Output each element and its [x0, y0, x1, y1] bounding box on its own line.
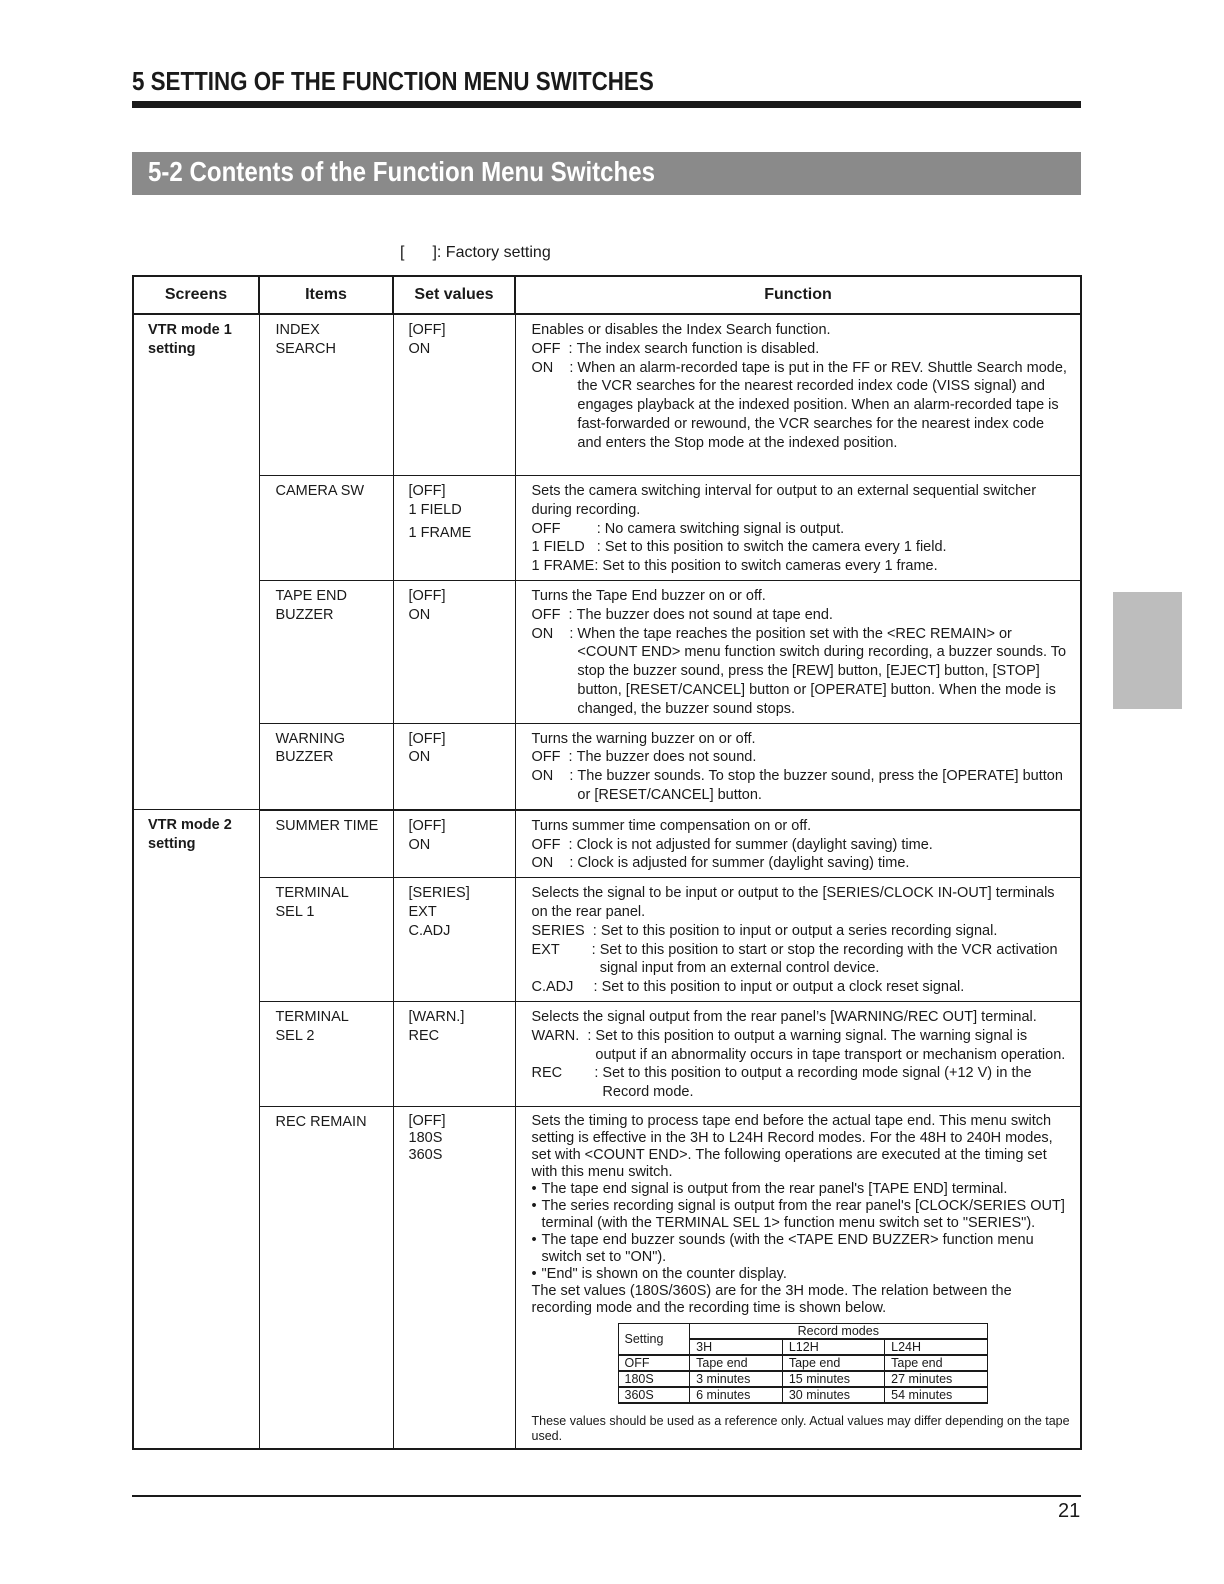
section-title: 5-2 Contents of the Function Menu Switches [148, 156, 656, 187]
values-cell [393, 723, 515, 810]
screen-cell-vtr-mode-2 [133, 810, 259, 1449]
item-cell [259, 1001, 393, 1106]
value-option: ON [408, 606, 431, 623]
table-row [133, 723, 1081, 810]
function-entry: ON : The buzzer sounds. To stop the buzzer sound, press the [OPERATE] button or [RESET/CANCEL] button. [531, 768, 1063, 803]
table-header-row [133, 276, 1081, 314]
function-intro: Sets the timing to process tape end before the actual tape end. This menu switch setting is effective in the 3H to L24H Record modes. For the 48H to 240H modes, set with <COUNT END>. The following operations are executed at the timing set with this menu switch. [531, 1112, 1053, 1180]
screen-label: VTR mode 1 [148, 322, 232, 338]
sub-header-mode: L12H [782, 1339, 884, 1355]
item-cell [259, 1106, 393, 1449]
table-row [133, 1001, 1081, 1106]
function-cell [515, 878, 1081, 1002]
values-cell [393, 314, 515, 476]
table-row [133, 1106, 1081, 1449]
item-cell [259, 723, 393, 810]
sub-cell: 30 minutes [782, 1387, 884, 1403]
screen-label: setting [148, 836, 196, 853]
function-intro: Turns the Tape End buzzer on or off. [531, 587, 766, 604]
function-cell [515, 1001, 1081, 1106]
function-outro: The set values (180S/360S) are for the 3H mode. The relation between the recording mode and the recording time is shown below. [531, 1282, 1012, 1316]
function-entry: WARN. : Set to this position to output a warning signal. The warning signal is output if an abnormality occurs in tape transport or mechanism operation. [531, 1027, 1066, 1063]
sub-cell: Tape end [690, 1355, 783, 1371]
item-label: BUZZER [275, 606, 334, 623]
item-label: SEL 1 [275, 903, 315, 920]
item-label: SEARCH [275, 340, 336, 357]
function-cell [515, 723, 1081, 810]
function-bullet: • "End" is shown on the counter display. [531, 1265, 787, 1282]
sub-cell-setting: 360S [618, 1387, 690, 1403]
sub-cell: 3 minutes [690, 1371, 783, 1387]
header-items: Items [259, 276, 393, 314]
screen-cell-vtr-mode-1 [133, 314, 259, 810]
header-function: Function [515, 276, 1081, 314]
factory-setting-legend [400, 244, 551, 262]
item-label: TERMINAL [275, 885, 349, 902]
function-entry: ON : When the tape reaches the position set with the <REC REMAIN> or <COUNT END> menu function switch during recording, a buzzer sounds. To stop the buzzer sound, press the [REW] button, [EJECT] button, [STOP] button, [RESET/CANCEL] button or [OPERATE] button. When the mode is changed, the buzzer sound stops. [531, 625, 1067, 717]
item-cell [259, 580, 393, 723]
value-option: ON [408, 836, 431, 853]
sub-cell: 15 minutes [782, 1371, 884, 1387]
function-entry: OFF : Clock is not adjusted for summer (daylight saving) time. [531, 836, 933, 853]
value-option: [OFF] [408, 322, 446, 338]
screen-label: VTR mode 2 [148, 817, 232, 834]
item-label: REC REMAIN [275, 1113, 367, 1130]
record-modes-table [618, 1323, 988, 1404]
side-thumb-tab [1113, 592, 1182, 709]
values-cell [393, 1106, 515, 1449]
item-label: WARNING [275, 730, 346, 747]
function-entry: OFF : The buzzer does not sound at tape end. [531, 606, 833, 623]
chapter-title: 5 SETTING OF THE FUNCTION MENU SWITCHES [132, 66, 654, 96]
screen-label: setting [148, 340, 196, 357]
function-cell [515, 580, 1081, 723]
value-option: [OFF] [408, 817, 446, 834]
values-cell [393, 878, 515, 1002]
item-label: TAPE END [275, 587, 347, 604]
function-intro: Sets the camera switching interval for output to an external sequential switcher during recording. [531, 483, 1037, 518]
item-label: CAMERA SW [275, 483, 365, 499]
function-bullet: • The tape end buzzer sounds (with the <TAPE END BUZZER> function menu switch set to "ON"). [531, 1231, 1034, 1265]
table-row [133, 810, 1081, 878]
item-label: SUMMER TIME [275, 817, 379, 834]
values-cell [393, 1001, 515, 1106]
function-entry: OFF : No camera switching signal is output. [531, 520, 845, 537]
sub-header-mode: L24H [885, 1339, 987, 1355]
sub-cell: Tape end [782, 1355, 884, 1371]
function-entry: ON : When an alarm-recorded tape is put in the FF or REV. Shuttle Search mode, the VCR searches for the nearest recorded index code (VISS signal) and engages playback at the indexed position. When an alarm-recorded tape is fast-forwarded or rewound, the VCR searches for the nearest index code and enters the Stop mode at the indexed position. [531, 359, 1067, 451]
value-option: 1 FRAME [408, 524, 472, 541]
table-row [133, 878, 1081, 1002]
value-option: C.ADJ [408, 922, 451, 939]
function-cell [515, 1106, 1081, 1449]
function-entry: ON : Clock is adjusted for summer (daylight saving) time. [531, 855, 910, 872]
sub-cell: 54 minutes [885, 1387, 987, 1403]
value-option: [OFF] [408, 587, 446, 604]
function-entry: SERIES : Set to this position to input or output a series recording signal. [531, 922, 998, 939]
function-intro: Turns summer time compensation on or off. [531, 817, 812, 834]
function-cell [515, 476, 1081, 581]
function-entry: REC : Set to this position to output a recording mode signal (+12 V) in the Record mode. [531, 1065, 1032, 1101]
table-row [133, 314, 1081, 476]
function-intro: Selects the signal output from the rear panel’s [WARNING/REC OUT] terminal. [531, 1008, 1037, 1025]
function-bullet: • The series recording signal is output from the rear panel's [CLOCK/SERIES OUT] terminal (with the TERMINAL SEL 1> function menu switch set to "SERIES"). [531, 1197, 1065, 1231]
function-cell [515, 810, 1081, 878]
function-intro: Enables or disables the Index Search function. [531, 322, 831, 338]
table-row [133, 580, 1081, 723]
sub-header-setting: Setting [618, 1323, 690, 1355]
item-label: BUZZER [275, 749, 334, 766]
legend-bracket: [ [400, 244, 405, 261]
value-option: [SERIES] [408, 885, 470, 902]
function-cell [515, 314, 1081, 476]
value-option: [OFF] [408, 730, 446, 747]
function-intro: Turns the warning buzzer on or off. [531, 730, 756, 747]
function-entry: OFF : The buzzer does not sound. [531, 749, 757, 766]
header-screens: Screens [133, 276, 259, 314]
page-number: 21 [1058, 1500, 1081, 1522]
function-entry: 1 FRAME : Set to this position to switch cameras every 1 frame. [531, 558, 938, 575]
function-entry: 1 FIELD : Set to this position to switch the camera every 1 field. [531, 539, 947, 556]
values-cell [393, 810, 515, 878]
value-option: 360S [408, 1146, 443, 1163]
header-set-values: Set values [393, 276, 515, 314]
values-cell [393, 580, 515, 723]
sub-header-record-modes: Record modes [690, 1323, 987, 1339]
sub-cell: 27 minutes [885, 1371, 987, 1387]
legend-text: ]: Factory setting [432, 244, 551, 261]
value-option: REC [408, 1027, 440, 1044]
sub-cell: Tape end [885, 1355, 987, 1371]
values-cell [393, 476, 515, 581]
sub-cell-setting: 180S [618, 1371, 690, 1387]
footer-rule [132, 1495, 1081, 1497]
sub-table-row [618, 1371, 987, 1387]
value-option: [OFF] [408, 1112, 446, 1129]
table-row [133, 476, 1081, 581]
value-option: ON [408, 340, 431, 357]
item-label: INDEX [275, 322, 320, 338]
item-label: TERMINAL [275, 1008, 349, 1025]
chapter-rule [132, 101, 1081, 108]
function-menu-table [132, 275, 1082, 1450]
item-cell [259, 476, 393, 581]
value-option: [WARN.] [408, 1008, 465, 1025]
function-entry: EXT : Set to this position to start or stop the recording with the VCR activation signal input from an external control device. [531, 941, 1058, 977]
value-option: 180S [408, 1129, 443, 1146]
item-cell [259, 878, 393, 1002]
sub-table-row [618, 1387, 987, 1403]
item-cell [259, 810, 393, 878]
sub-cell: 6 minutes [690, 1387, 783, 1403]
value-option: 1 FIELD [408, 501, 462, 518]
value-option: ON [408, 749, 431, 766]
function-bullet: • The tape end signal is output from the rear panel's [TAPE END] terminal. [531, 1180, 1008, 1197]
sub-table-row [618, 1355, 987, 1371]
sub-cell-setting: OFF [618, 1355, 690, 1371]
item-cell [259, 314, 393, 476]
item-label: SEL 2 [275, 1027, 315, 1044]
function-entry: OFF : The index search function is disabled. [531, 340, 820, 357]
sub-header-mode: 3H [690, 1339, 783, 1355]
value-option: [OFF] [408, 483, 446, 499]
function-entry: C.ADJ : Set to this position to input or output a clock reset signal. [531, 979, 965, 996]
function-intro: Selects the signal to be input or output to the [SERIES/CLOCK IN-OUT] terminals on the rear panel. [531, 885, 1055, 920]
value-option: EXT [408, 903, 437, 920]
sub-table-row [618, 1323, 987, 1339]
reference-note: These values should be used as a reference only. Actual values may differ depending on the tape used. [531, 1413, 1070, 1443]
